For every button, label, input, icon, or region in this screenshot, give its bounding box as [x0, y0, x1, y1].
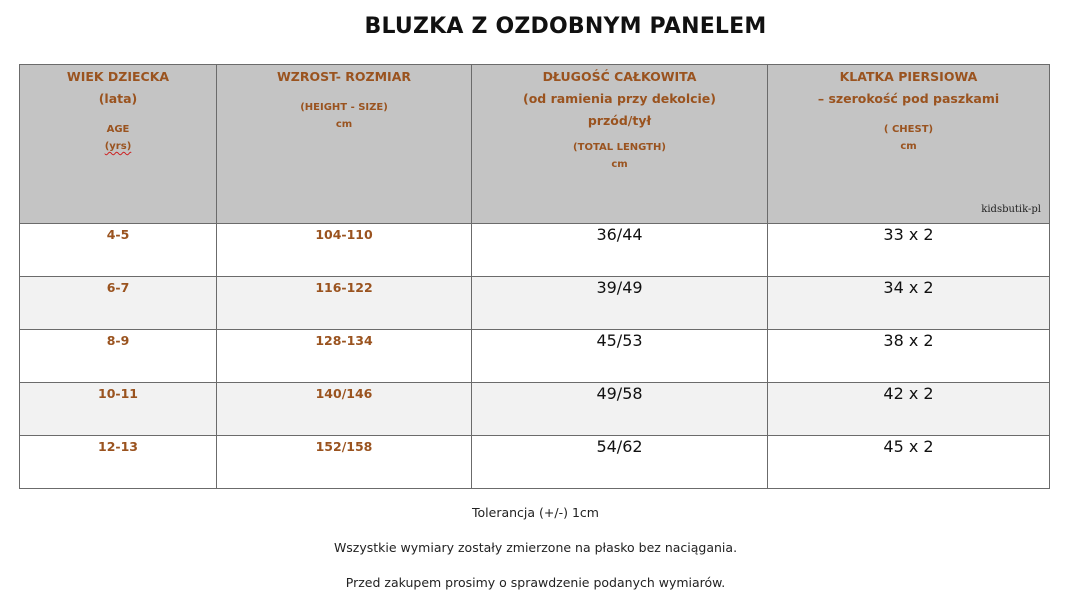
measurement-note: Wszystkie wymiary zostały zmierzone na płasko bez naciągania.	[333, 540, 738, 555]
table-row	[20, 330, 1050, 383]
table-row	[20, 436, 1050, 489]
cell-age: 8-9	[20, 330, 217, 383]
header-chest-en: ( CHEST)	[883, 124, 934, 135]
header-height-en: (HEIGHT - SIZE)	[300, 102, 388, 113]
cell-height: 152/158	[217, 436, 472, 489]
header-length-side: przód/tył	[587, 113, 652, 128]
header-age-en: AGE	[106, 124, 130, 135]
header-height	[217, 65, 472, 224]
header-chest-title: KLATKA PIERSIOWA	[839, 69, 978, 84]
header-height-title: WZROST- ROZMIAR	[276, 69, 412, 84]
table-header-row	[20, 65, 1050, 224]
cell-chest: 42 x 2	[768, 383, 1050, 436]
cell-length: 54/62	[472, 436, 768, 489]
header-age-title: WIEK DZIECKA	[66, 69, 170, 84]
header-height-unit: cm	[335, 119, 353, 130]
cell-height: 104-110	[217, 224, 472, 277]
cell-length: 45/53	[472, 330, 768, 383]
cell-height: 140/146	[217, 383, 472, 436]
cell-length: 39/49	[472, 277, 768, 330]
header-age	[20, 65, 217, 224]
check-note: Przed zakupem prosimy o sprawdzenie podanych wymiarów.	[345, 575, 726, 590]
cell-age: 10-11	[20, 383, 217, 436]
header-length-title: DŁUGOŚĆ CAŁKOWITA	[542, 69, 697, 84]
cell-chest: 38 x 2	[768, 330, 1050, 383]
cell-age: 4-5	[20, 224, 217, 277]
tolerance-note: Tolerancja (+/-) 1cm	[472, 505, 599, 520]
cell-height: 128-134	[217, 330, 472, 383]
header-length-unit: cm	[611, 159, 628, 170]
table-row	[20, 224, 1050, 277]
brand-watermark: kidsbutik-pl	[981, 204, 1041, 215]
header-length-en: (TOTAL LENGTH)	[573, 142, 666, 153]
header-length	[472, 65, 768, 224]
header-chest-unit: cm	[900, 141, 917, 152]
header-age-unit: (lata)	[98, 91, 138, 106]
table-row	[20, 383, 1050, 436]
header-chest	[768, 65, 1050, 224]
header-length-desc: (od ramienia przy dekolcie)	[522, 91, 716, 106]
cell-length: 49/58	[472, 383, 768, 436]
size-table	[19, 64, 1050, 489]
cell-chest: 45 x 2	[768, 436, 1050, 489]
cell-chest: 34 x 2	[768, 277, 1050, 330]
table-row	[20, 277, 1050, 330]
cell-chest: 33 x 2	[768, 224, 1050, 277]
page-title: BLUZKA Z OZDOBNYM PANELEM	[364, 14, 767, 39]
cell-height: 116-122	[217, 277, 472, 330]
cell-age: 6-7	[20, 277, 217, 330]
cell-age: 12-13	[20, 436, 217, 489]
header-age-en-unit: (yrs)	[104, 141, 132, 152]
header-chest-desc: – szerokość pod paszkami	[817, 91, 1000, 106]
cell-length: 36/44	[472, 224, 768, 277]
